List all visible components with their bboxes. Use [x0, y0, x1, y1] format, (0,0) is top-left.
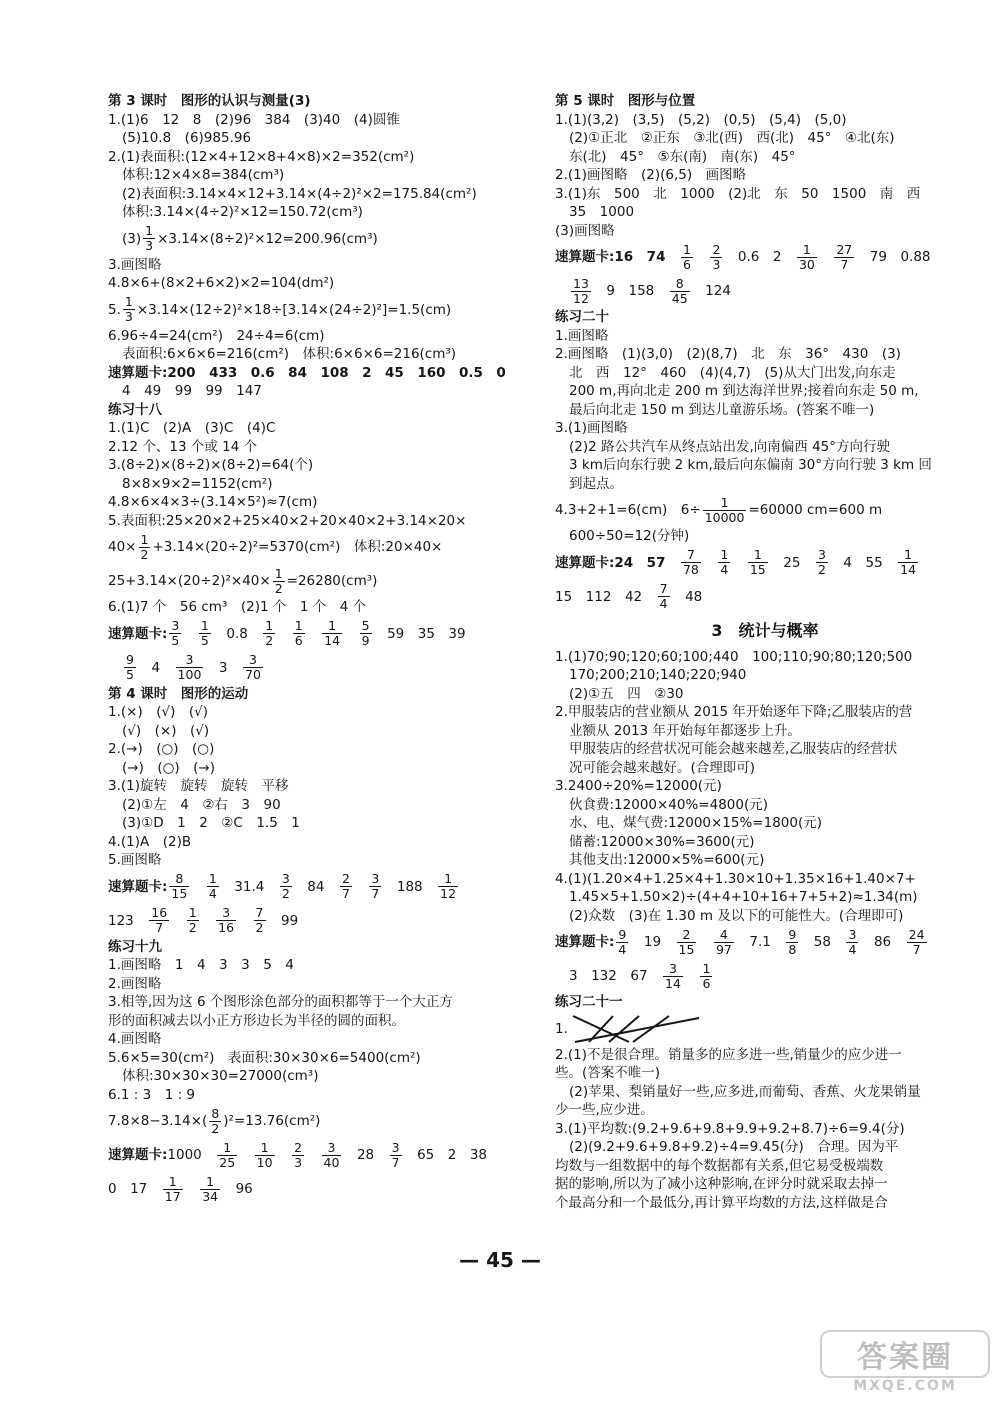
answer-line: 4.(1)A (2)B — [108, 833, 192, 850]
fraction: $\frac{27}{7}$ — [836, 241, 853, 272]
fraction: $\frac{1}{12}$ — [440, 871, 457, 901]
answer-line: (3)①D 1 2 ②C 1.5 1 — [122, 815, 300, 831]
right-column — [555, 92, 975, 1212]
fraction: $\frac{1}{25}$ — [219, 1139, 236, 1170]
fraction: $\frac{8}{45}$ — [671, 275, 688, 306]
fraction: $\frac{3}{7}$ — [391, 1139, 400, 1170]
left-column — [108, 92, 548, 1206]
answer-line: 2.画图略 — [108, 975, 162, 992]
section-heading: 3 统计与概率 — [711, 620, 819, 640]
answer-line: (2)表面积:3.14×4×12+3.14×(4÷2)²×2=175.84(cm²) — [122, 185, 477, 202]
answer-line: 1.(1)C (2)A (3)C (4)C — [108, 420, 276, 436]
fraction: $\frac{2}{15}$ — [678, 926, 695, 957]
answer-line: 表面积:6×6×6=216(cm²) 体积:6×6×6=216(cm³) — [122, 346, 457, 362]
answer-line: 5.表面积:25×20×2+25×40×2+20×40×2+3.14×20× — [108, 512, 467, 529]
answer-line: 4.画图略 — [108, 1031, 162, 1047]
quick-calc-card: 0 17 $\frac{1}{17}$ $\frac{1}{34}$ 96 — [108, 1173, 253, 1204]
answer-line: 东(北) 45° ⑤东(南) 南(东) 45° — [569, 148, 796, 165]
answer-line: 200 m,再向北走 200 m 到达海洋世界;接着向东走 50 m, — [569, 383, 919, 399]
fraction: $\frac{8}{2}$ — [211, 1105, 220, 1136]
answer-line: 35 1000 — [569, 204, 635, 220]
fraction: $\frac{3}{40}$ — [323, 1139, 340, 1170]
fraction: $\frac{1}{10}$ — [256, 1139, 273, 1170]
quick-calc-card: 速算题卡: $\frac{8}{15}$ $\frac{1}{4}$ 31.4 $\frac{3}{2}$ 84 $\frac{2}{7}$ $\frac{3}{7}$ 188 $\frac{1}{12}$ — [108, 871, 457, 901]
quick-calc-card: 15 112 42 $\frac{7}{4}$ 48 — [555, 581, 703, 611]
answer-line: 2.(→) (○) (○) — [108, 741, 215, 757]
answer-line: 最后向北走 150 m 到达儿童游乐场。(答案不唯一) — [569, 401, 875, 418]
fraction: $\frac{2}{3}$ — [712, 241, 721, 272]
answer-line: 2.12 个、13 个或 14 个 — [108, 438, 258, 455]
quick-calc-card: $\frac{9}{5}$ 4 $\frac{3}{100}$ 3 $\frac{3}{70}$ — [126, 652, 261, 682]
lesson4-heading: 第 4 课时 图形的运动 — [108, 685, 249, 702]
fraction: $\frac{7}{2}$ — [255, 905, 264, 935]
answer-line: 少一些,应少进。 — [555, 1102, 654, 1118]
answer-line: 4 49 99 99 147 — [122, 383, 262, 399]
fraction: $\frac{3}{4}$ — [848, 926, 857, 957]
answer-line: 2.(1)不是很合理。销量多的应多进一些,销量少的应少进一 — [555, 1046, 902, 1063]
answer-line: 1.(1)(3,2) (3,5) (5,2) (0,5) (5,4) (5,0) — [555, 111, 847, 128]
fraction: $\frac{3}{5}$ — [171, 618, 180, 648]
answer-line: (2)2 路公共汽车从终点站出发,向南偏西 45°方向行驶 — [569, 438, 891, 455]
fraction: $\frac{2}{7}$ — [341, 871, 350, 901]
answer-line-fraction: 25+3.14×(20÷2)²×40× $\frac{1}{2}$ =26280(cm³) — [108, 565, 378, 596]
fraction: $\frac{1}{30}$ — [798, 241, 815, 272]
answer-line: (5)10.8 (6)985.96 — [122, 130, 252, 146]
answer-line: 到起点。 — [569, 475, 623, 492]
answer-line: 3.(1)平均数:(9.2+9.6+9.8+9.9+9.2+8.7)÷6=9.4(分) — [555, 1120, 905, 1137]
quick-calc-card: $\frac{13}{12}$ 9 158 $\frac{8}{45}$ 124 — [573, 275, 731, 306]
answer-line: 5.画图略 — [108, 852, 162, 868]
answer-line: (2)①左 4 ②右 3 90 — [122, 796, 281, 813]
quick-calc-card: 速算题卡:1000 $\frac{1}{25}$ $\frac{1}{10}$ $\frac{2}{3}$ $\frac{3}{40}$ 28 $\frac{3}{7}$ 65 2 38 — [108, 1139, 488, 1170]
fraction: $\frac{1}{15}$ — [749, 547, 766, 577]
fraction: $\frac{1}{14}$ — [324, 618, 341, 648]
fraction: $\frac{7}{4}$ — [659, 581, 668, 611]
watermark-logo — [820, 1330, 990, 1396]
answer-line: 3.(8÷2)×(8÷2)×(8÷2)=64(个) — [108, 457, 314, 473]
answer-line: 4.8×6+(8×2+6×2)×2=104(dm²) — [108, 275, 335, 291]
exercise-heading: 练习十九 — [108, 938, 162, 955]
answer-line: (2)①正北 ②正东 ③北(西) 西(北) 45° ④北(东) — [569, 130, 895, 146]
answer-line: 4.(1)(1.20×4+1.25×4+1.30×10+1.35×16+1.40×7+ — [555, 870, 916, 887]
fraction: $\frac{3}{70}$ — [245, 652, 261, 682]
watermark-site: MXQE.COM — [853, 1378, 957, 1394]
answer-line: 体积:12×4×8=384(cm³) — [122, 167, 285, 183]
answer-line-fraction: 7.8×8−3.14×( $\frac{8}{2}$ )²=13.76(cm²) — [108, 1105, 321, 1136]
answer-line: 均数与一组数据中的每个数据都有关系,但它易受极端数 — [555, 1157, 884, 1174]
fraction: $\frac{8}{15}$ — [171, 871, 188, 901]
quick-calc-card: 123 $\frac{16}{7}$ $\frac{1}{2}$ $\frac{3}{16}$ $\frac{7}{2}$ 99 — [108, 905, 299, 935]
quick-calc-card: 3 132 67 $\frac{3}{14}$ $\frac{1}{6}$ — [569, 960, 711, 991]
answer-line: (3)画图略 — [555, 222, 615, 239]
answer-line: 3 km后向东行驶 2 km,最后向东偏南 30°方向行驶 3 km 回 — [569, 457, 932, 473]
fraction: $\frac{1}{10000}$ — [704, 494, 745, 525]
answer-line: 1.画图略 — [555, 327, 609, 344]
answer-line: 况可能会越来越好。(合理即可) — [569, 759, 756, 776]
fraction: $\frac{1}{5}$ — [200, 618, 209, 648]
answer-line: 1.(1)6 12 8 (2)96 384 (3)40 (4)圆锥 — [108, 111, 400, 128]
fraction: $\frac{3}{100}$ — [177, 652, 202, 682]
answer-line: 600÷50=12(分钟) — [569, 528, 690, 544]
quick-calc-card: 速算题卡:16 74 $\frac{1}{6}$ $\frac{2}{3}$ 0.6 2 $\frac{1}{30}$ $\frac{27}{7}$ 79 0.88 — [555, 241, 931, 272]
answer-line-fraction: 4.3+2+1=6(cm) 6÷ $\frac{1}{10000}$ =60000 cm=600 m — [555, 494, 883, 525]
exercise-heading: 练习二十 — [555, 309, 609, 325]
fraction: $\frac{1}{2}$ — [265, 618, 274, 648]
fraction: $\frac{5}{9}$ — [361, 618, 370, 648]
answer-line: 1.画图略 1 4 3 3 5 4 — [108, 957, 294, 973]
quick-calc-card: 速算题卡:24 57 $\frac{7}{78}$ $\frac{1}{4}$ $\frac{1}{15}$ 25 $\frac{3}{2}$ 4 55 $\frac{1}{14}$ — [555, 547, 917, 577]
quick-calc-card: 速算题卡: $\frac{9}{4}$ 19 $\frac{2}{15}$ $\frac{4}{97}$ 7.1 $\frac{9}{8}$ 58 $\frac{3}{4}$ 86 $\frac{24}{7}$ — [555, 926, 925, 957]
fraction: $\frac{3}{14}$ — [665, 960, 681, 991]
exercise-heading: 练习二十一 — [555, 994, 623, 1010]
answer-line: 1.45×5+1.50×2)÷(4+4+10+16+7+5+2)≈1.34(m) — [569, 889, 918, 905]
answer-line: (2)众数 (3)在 1.30 m 及以下的可能性大。(合理即可) — [569, 907, 904, 924]
answer-line: 8×8×9×2=1152(cm²) — [122, 475, 273, 492]
fraction: $\frac{24}{7}$ — [908, 926, 925, 957]
fraction: $\frac{1}{3}$ — [124, 294, 133, 324]
answer-line-fraction: (3) $\frac{1}{3}$ ×3.14×(8÷2)²×12=200.96(cm³) — [122, 223, 378, 253]
answer-line: 2.甲服装店的营业额从 2015 年开始逐年下降;乙服装店的营 — [555, 704, 913, 720]
answer-line: (2)(9.2+9.6+9.8+9.2)÷4=9.45(分) 合理。因为平 — [569, 1139, 899, 1155]
lesson5-heading: 第 5 课时 图形与位置 — [555, 93, 696, 109]
answer-line: 些。(答案不唯一) — [555, 1065, 661, 1081]
fraction: $\frac{13}{12}$ — [573, 275, 589, 306]
quick-calc-card: 速算题卡: $\frac{3}{5}$ $\frac{1}{5}$ 0.8 $\frac{1}{2}$ $\frac{1}{6}$ $\frac{1}{14}$ $\frac{5}{9}$ 59 35 39 — [108, 618, 466, 648]
fraction: $\frac{2}{3}$ — [294, 1139, 303, 1170]
answer-line-fraction: 5. $\frac{1}{3}$ ×3.14×(12÷2)²×18÷[3.14×(24÷2)²]=1.5(cm) — [108, 294, 452, 324]
answer-line: 个最高分和一个最低分,再计算平均数的方法,这样做是合 — [555, 1194, 888, 1211]
fraction: $\frac{1}{4}$ — [720, 547, 729, 577]
fraction: $\frac{1}{17}$ — [164, 1173, 181, 1204]
answer-line: 体积:3.14×(4÷2)²×12=150.72(cm³) — [122, 204, 363, 220]
answer-line: 2.(1)画图略 (2)(6,5) 画图略 — [555, 167, 747, 183]
fraction: $\frac{9}{8}$ — [788, 926, 797, 957]
fraction: $\frac{3}{2}$ — [817, 547, 826, 577]
answer-line: 3.2400÷20%=12000(元) — [555, 778, 722, 794]
answer-line: 水、电、煤气费:12000×15%=1800(元) — [569, 815, 823, 831]
fraction: $\frac{7}{78}$ — [682, 547, 699, 577]
quick-calc-card: 速算题卡:200 433 0.6 84 108 2 45 160 0.5 0 — [108, 364, 506, 381]
fraction: $\frac{1}{2}$ — [188, 905, 197, 935]
fraction: $\frac{1}{2}$ — [140, 531, 149, 562]
page-number: — 45 — — [459, 1248, 541, 1272]
answer-line-fraction: 40× $\frac{1}{2}$ +3.14×(20÷2)²=5370(cm²) 体积:20×40× — [108, 531, 443, 562]
fraction: $\frac{3}{7}$ — [371, 871, 380, 901]
answer-line: 伙食费:12000×40%=4800(元) — [569, 796, 769, 813]
matching-lines-figure — [569, 1012, 719, 1046]
match-line — [609, 1016, 639, 1042]
answer-line: 其他支出:12000×5%=600(元) — [569, 852, 765, 868]
answer-line: 北 西 12° 460 (4)(4,7) (5)从大门出发,向东走 — [569, 364, 896, 381]
watermark-logo-text: 答案圈 — [820, 1330, 990, 1378]
answer-line: 3.(1)东 500 北 1000 (2)北 东 50 1500 南 西 — [555, 185, 921, 202]
answer-line: (2)①五 四 ②30 — [569, 685, 684, 702]
fraction: $\frac{1}{14}$ — [900, 547, 917, 577]
fraction: $\frac{16}{7}$ — [151, 905, 168, 935]
fraction: $\frac{1}{2}$ — [274, 565, 283, 596]
answer-line: 3.相等,因为这 6 个图形涂色部分的面积都等于一个大正方 — [108, 994, 453, 1010]
answer-line: 3.画图略 — [108, 256, 162, 273]
answer-line: 体积:30×30×30=27000(cm³) — [122, 1068, 319, 1084]
fraction: $\frac{3}{2}$ — [281, 871, 290, 901]
fraction: $\frac{4}{97}$ — [715, 926, 732, 957]
answer-line: 5.6×5=30(cm²) 表面积:30×30×6=5400(cm²) — [108, 1049, 421, 1066]
fraction: $\frac{1}{34}$ — [202, 1173, 219, 1204]
fraction: $\frac{9}{5}$ — [126, 652, 134, 682]
fraction: $\frac{1}{3}$ — [145, 223, 154, 253]
answer-line: 170;200;210;140;220;940 — [569, 667, 747, 683]
fraction: $\frac{1}{6}$ — [294, 618, 303, 648]
answer-line: 2.画图略 (1)(3,0) (2)(8,7) 北 东 36° 430 (3) — [555, 346, 901, 362]
answer-line: 业额从 2013 年开始每年都逐步上升。 — [569, 722, 801, 739]
answer-line: 1.(1)70;90;120;60;100;440 100;110;90;80;120;500 — [555, 648, 913, 665]
fraction: $\frac{1}{6}$ — [702, 960, 711, 991]
answer-line: 甲服装店的经营状况可能会越来越差,乙服装店的经营状 — [569, 741, 898, 757]
fraction: $\frac{1}{6}$ — [682, 241, 691, 272]
answer-line: 储蓄:12000×30%=3600(元) — [569, 833, 755, 850]
answer-line: (→) (○) (→) — [122, 759, 216, 776]
matching-answer: 1. — [555, 1012, 975, 1046]
answer-line: 6.(1)7 个 56 cm³ (2)1 个 1 个 4 个 — [108, 599, 367, 615]
answer-line: 据的影响,所以为了减小这种影响,在评分时就采取去掉一 — [555, 1176, 888, 1192]
fraction: $\frac{1}{4}$ — [208, 871, 217, 901]
answer-line: 3.(1)旋转 旋转 旋转 平移 — [108, 778, 289, 794]
fraction: $\frac{3}{16}$ — [218, 905, 235, 935]
answer-line: 1.(×) (√) (√) — [108, 704, 208, 720]
answer-line: 2.(1)表面积:(12×4+12×8+4×8)×2=352(cm²) — [108, 148, 415, 165]
answer-line: 6.96÷4=24(cm²) 24÷4=6(cm) — [108, 327, 325, 344]
answer-line: 6.1 : 3 1 : 9 — [108, 1086, 195, 1103]
answer-line: 3.(1)画图略 — [555, 420, 628, 436]
answer-line: 形的面积减去以小正方形边长为半径的圆的面积。 — [108, 1012, 405, 1029]
fraction: $\frac{9}{4}$ — [618, 926, 627, 957]
answer-line: (2)苹果、梨销量好一些,应多进,而葡萄、香蕉、火龙果销量 — [569, 1083, 921, 1100]
answer-line: 4.8×6×4×3÷(3.14×5²)≈7(cm) — [108, 494, 318, 510]
exercise-heading: 练习十八 — [108, 401, 162, 418]
answer-line: (√) (×) (√) — [122, 722, 210, 739]
lesson3-heading: 第 3 课时 图形的认识与测量(3) — [108, 93, 311, 109]
